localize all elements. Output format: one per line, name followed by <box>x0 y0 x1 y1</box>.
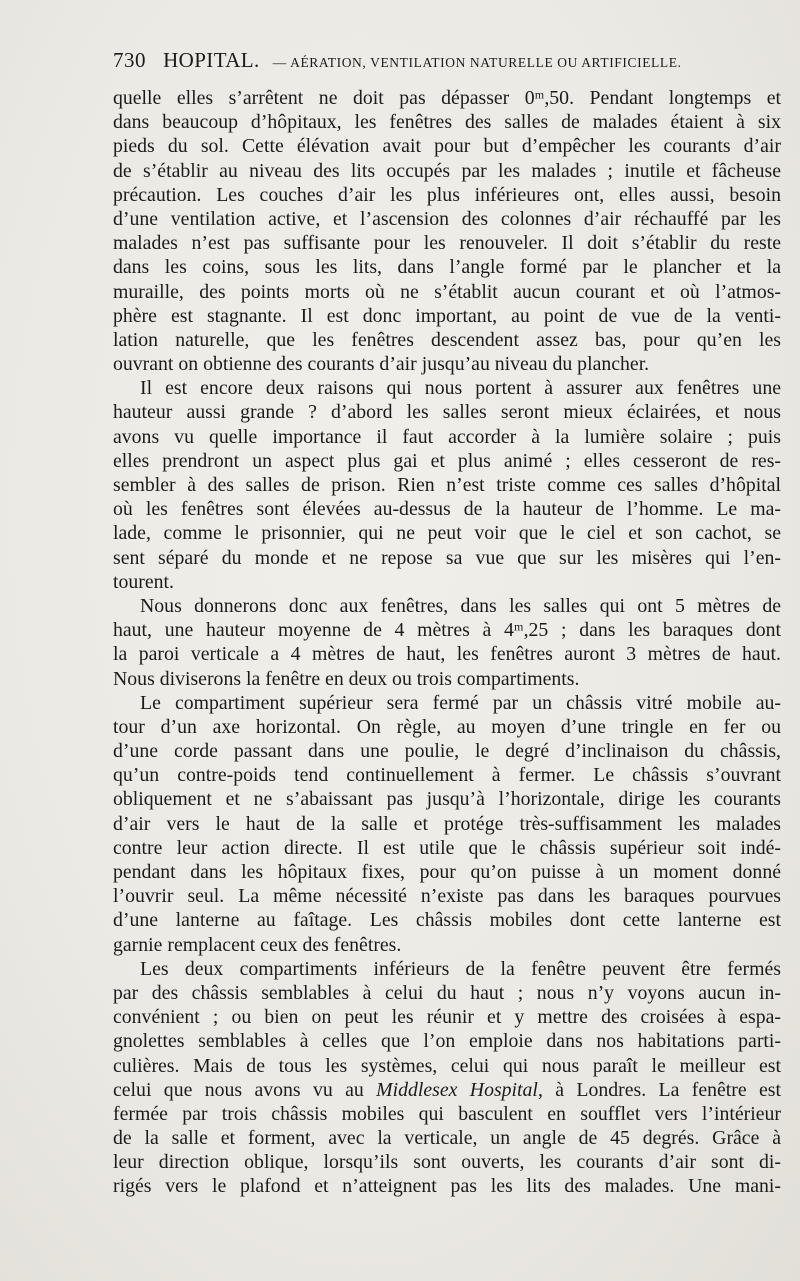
text-line: précaution. Les couches d’air les plus inférieures ont, elles aussi, besoin <box>113 183 781 206</box>
text-line: de la salle et forment, avec la verticale, un angle de 45 degrés. Grâce à <box>113 1127 781 1150</box>
text-line: la paroi verticale a 4 mètres de haut, les fenêtres auront 3 mètres de haut. <box>113 643 781 666</box>
text-line: Le compartiment supérieur sera fermé par un châssis vitré mobile au- <box>140 691 781 714</box>
text-line: lade, comme le prisonnier, qui ne peut voir que le ciel et son cachot, se <box>113 522 781 545</box>
text-line: convénient ; ou bien on peut les réunir et y mettre des croisées à espa- <box>113 1006 781 1029</box>
text-line: rigés vers le plafond et n’atteignent pas les lits des malades. Une mani- <box>113 1175 781 1198</box>
text-line: Les deux compartiments inférieurs de la fenêtre peuvent être fermés <box>140 957 781 980</box>
text-line: pieds du sol. Cette élévation avait pour but d’empêcher les courants d’air <box>113 135 781 158</box>
running-title: HOPITAL. <box>163 48 260 72</box>
text-line: quelle elles s’arrêtent ne doit pas dépasser 0ᵐ,50. Pendant longtemps et <box>113 87 781 109</box>
text-line: culières. Mais de tous les systèmes, celui qui nous paraît le meilleur est <box>113 1054 781 1077</box>
text-line: d’air vers le haut de la salle et protége très-suffisamment les malades <box>113 812 781 835</box>
text-line: fermée par trois châssis mobiles qui basculent en soufflet vers l’intérieur <box>113 1102 781 1125</box>
text-line: dans beaucoup d’hôpitaux, les fenêtres des salles de malades étaient à six <box>113 111 781 134</box>
text-line: malades n’est pas suffisante pour les renouveler. Il doit s’établir du reste <box>113 232 781 255</box>
text-line: haut, une hauteur moyenne de 4 mètres à 4ᵐ,25 ; dans les baraques dont <box>113 619 781 642</box>
text-line: leur direction oblique, lorsqu’ils sont ouverts, les courants d’air sont di- <box>113 1151 781 1174</box>
page-number: 730 <box>113 48 146 72</box>
text-line: d’une lanterne au faîtage. Les châssis mobiles dont cette lanterne est <box>113 909 781 932</box>
section-title: — AÉRATION, VENTILATION NATURELLE OU ARTIFICIELLE. <box>272 55 682 70</box>
text-line: obliquement et ne s’abaissant pas jusqu’à l’horizontale, dirige les courants <box>113 788 781 811</box>
text-line: par des châssis semblables à celui du haut ; nous n’y voyons aucun in- <box>113 981 781 1004</box>
text-line: tourent. <box>113 570 174 593</box>
text-line: dans les coins, sous les lits, dans l’angle formé par le plancher et la <box>113 256 781 279</box>
text-line: pendant dans les hôpitaux fixes, pour qu’on puisse à un moment donné <box>113 861 781 883</box>
text-line: d’une ventilation active, et l’ascension des colonnes d’air réchauffé par les <box>113 207 781 230</box>
text-line: phère est stagnante. Il est donc important, au point de vue de la venti- <box>113 304 781 327</box>
text-line: hauteur aussi grande ? d’abord les salles seront mieux éclairées, et nous <box>113 401 781 424</box>
body-text <box>113 86 781 1199</box>
text-line: où les fenêtres sont élevées au-dessus de la hauteur de l’homme. Le ma- <box>113 498 781 521</box>
italic-emphasis: Middlesex Hospital <box>376 1078 538 1101</box>
text-line: tour d’un axe horizontal. On règle, au moyen d’une tringle en fer ou <box>113 715 781 738</box>
text-line: contre leur action directe. Il est utile que le châssis supérieur soit indé- <box>113 836 781 859</box>
text-line: qu’un contre-poids tend continuellement à fermer. Le châssis s’ouvrant <box>113 764 781 787</box>
text-line: gnolettes semblables à celles que l’on emploie dans nos habitations parti- <box>113 1030 781 1053</box>
text-line: Nous diviserons la fenêtre en deux ou trois compartiments. <box>113 667 580 690</box>
text-line: ouvrant on obtienne des courants d’air jusqu’au niveau du plancher. <box>113 353 650 376</box>
text-line: Nous donnerons donc aux fenêtres, dans les salles qui ont 5 mètres de <box>140 594 781 617</box>
text-line: lation naturelle, que les fenêtres descendent assez bas, pour qu’en les <box>113 328 781 351</box>
text-line: l’ouvrir seul. La même nécessité n’existe pas dans les baraques pourvues <box>113 885 781 908</box>
text-line: celui que nous avons vu au Middlesex Hospital, à Londres. La fenêtre est <box>113 1078 781 1101</box>
text-line: muraille, des points morts où ne s’établit aucun courant et où l’atmos- <box>113 280 781 303</box>
text-line: avons vu quelle importance il faut accorder à la lumière solaire ; puis <box>113 425 781 448</box>
text-line: sembler à des salles de prison. Rien n’est triste comme ces salles d’hôpital <box>113 474 781 496</box>
text-line: elles prendront un aspect plus gai et plus animé ; elles cesseront de res- <box>113 449 781 472</box>
running-header <box>113 48 733 76</box>
text-line: d’une corde passant dans une poulie, le degré d’inclinaison du châssis, <box>113 740 781 763</box>
text-line: de s’établir au niveau des lits occupés par les malades ; inutile et fâcheuse <box>113 159 781 182</box>
text-line: Il est encore deux raisons qui nous portent à assurer aux fenêtres une <box>140 377 781 400</box>
text-line: sent séparé du monde et ne repose sa vue que sur les misères qui l’en- <box>113 546 781 569</box>
text-line: garnie remplacent ceux des fenêtres. <box>113 933 402 956</box>
